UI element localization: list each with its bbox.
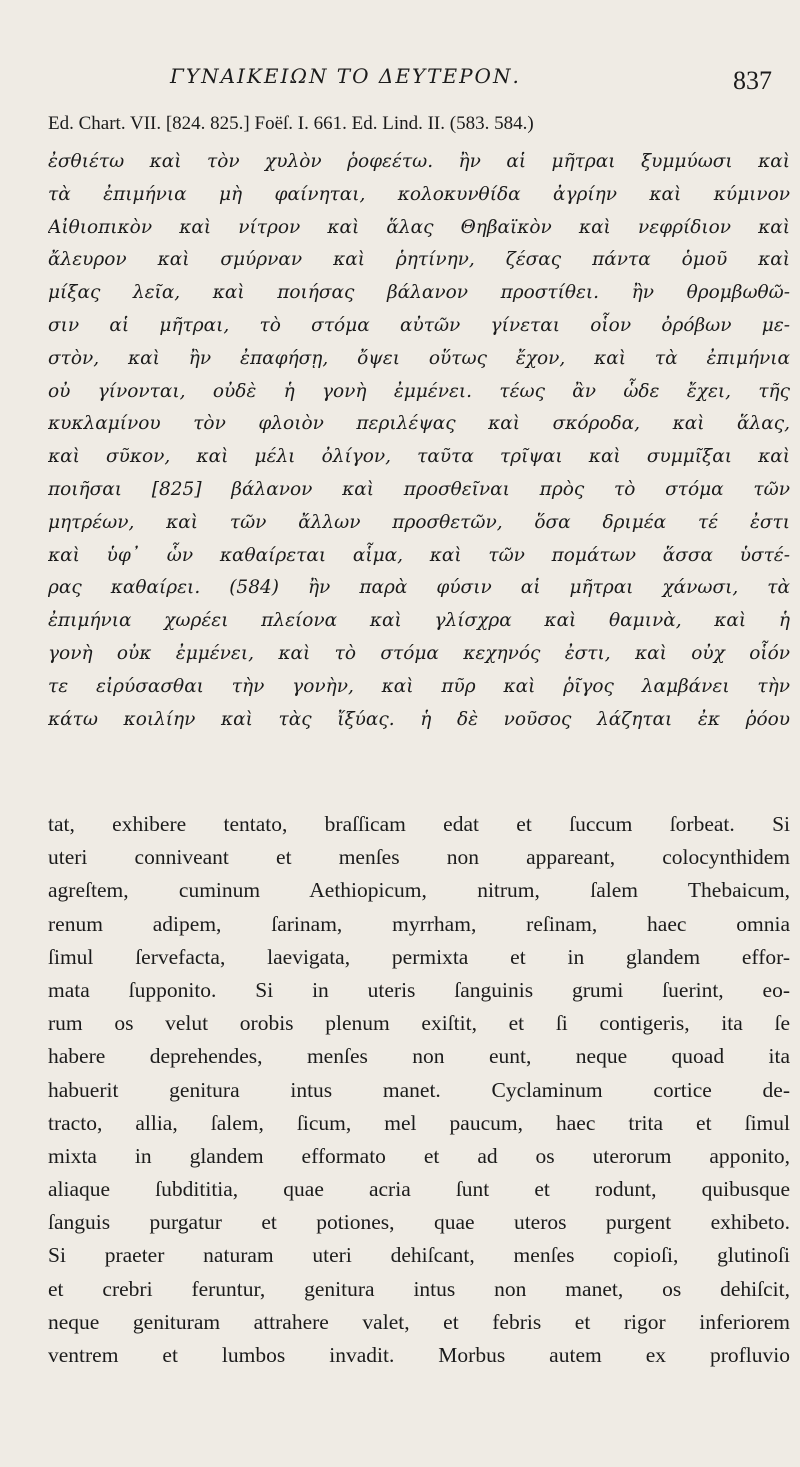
latin-text-line: agreſtem, cuminum Aethiopicum, nitrum, ſalem Thebaicum, (48, 878, 790, 903)
greek-text-line: ἐπιμήνια χωρέει πλείονα καὶ γλίσχρα καὶ θαμινὰ, καὶ ἡ (48, 610, 790, 632)
latin-text-line: mata ſupponito. Si in uteris ſanguinis grumi ſuerint, eo- (48, 977, 790, 1002)
greek-text-line: Αἰθιοπικὸν καὶ νίτρον καὶ ἅλας Θηβαϊκὸν καὶ νεφρίδιον καὶ (48, 216, 790, 238)
greek-text-line: ἄλευρον καὶ σμύρναν καὶ ῥητίνην, ζέσας πάντα ὁμοῦ καὶ (48, 249, 790, 271)
greek-text-block (48, 146, 790, 736)
latin-text-line: Si praeter naturam uteri dehiſcant, menſes copioſi, glutinoſi (48, 1243, 790, 1268)
page-number: 837 (733, 66, 772, 95)
latin-text-line: neque genituram attrahere valet, et febris et rigor inferiorem (48, 1309, 790, 1334)
greek-text-line: σιν αἱ μῆτραι, τὸ στόμα αὐτῶν γίνεται οἷον ὀρόβων με- (48, 314, 790, 336)
latin-text-line: ſanguis purgatur et potiones, quae uteros purgent exhibeto. (48, 1210, 790, 1235)
latin-text-line: tracto, allia, ſalem, ſicum, mel paucum, haec trita et ſimul (48, 1110, 790, 1135)
greek-text-line: κάτω κοιλίην καὶ τὰς ἴξύας. ἡ δὲ νοῦσος λάζηται ἐκ ῥόου (48, 708, 790, 730)
latin-text-line: ſimul ſervefacta, laevigata, permixta et in glandem effor- (48, 944, 790, 969)
greek-text-line: γονὴ οὐκ ἐμμένει, καὶ τὸ στόμα κεχηνός ἐστι, καὶ οὐχ οἷόν (48, 642, 790, 664)
latin-text-line: habere deprehendes, menſes non eunt, neque quoad ita (48, 1044, 790, 1069)
greek-text-line: μητρέων, καὶ τῶν ἄλλων προσθετῶν, ὅσα δριμέα τέ ἐστι (48, 511, 790, 533)
running-title: ΓΥΝΑΙΚΕΙΩΝ ΤΟ ΔΕΥΤΕΡΟΝ. (170, 64, 521, 88)
latin-translation-block (48, 808, 790, 1372)
latin-text-line: et crebri feruntur, genitura intus non manet, os dehiſcit, (48, 1276, 790, 1301)
latin-text-line: habuerit genitura intus manet. Cyclaminum cortice de- (48, 1077, 790, 1102)
greek-text-line: ποιῆσαι [825] βάλανον καὶ προσθεῖναι πρὸς τὸ στόμα τῶν (48, 478, 790, 500)
greek-text-line: στὸν, καὶ ἢν ἐπαφήσῃ, ὄψει οὕτως ἔχον, καὶ τὰ ἐπιμήνια (48, 347, 790, 369)
latin-text-line: renum adipem, ſarinam, myrrham, reſinam, haec omnia (48, 911, 790, 936)
greek-text-line: ρας καθαίρει. (584) ἢν παρὰ φύσιν αἱ μῆτραι χάνωσι, τὰ (48, 577, 790, 599)
greek-text-line: μίξας λεῖα, καὶ ποιήσας βάλανον προστίθει. ἢν θρομβωθῶ- (48, 282, 790, 304)
greek-text-line: καὶ ὑφ᾽ ὧν καθαίρεται αἷμα, καὶ τῶν πομάτων ἅσσα ὑστέ- (48, 544, 790, 566)
page-header (90, 64, 776, 104)
latin-text-line: uteri conniveant et menſes non appareant, colocynthidem (48, 845, 790, 870)
latin-text-line: aliaque ſubdititia, quae acria ſunt et rodunt, quibusque (48, 1177, 790, 1202)
greek-text-line: ἐσθιέτω καὶ τὸν χυλὸν ῥοφεέτω. ἢν αἱ μῆτραι ξυμμύωσι καὶ (48, 151, 790, 172)
latin-text-line: tat, exhibere tentato, braſſicam edat et ſuccum ſorbeat. Si (48, 812, 790, 836)
latin-text-line: mixta in glandem efformato et ad os uterorum apponito, (48, 1143, 790, 1168)
latin-text-line: ventrem et lumbos invadit. Morbus autem ex profluvio (48, 1343, 790, 1367)
greek-text-line: καὶ σῦκον, καὶ μέλι ὀλίγον, ταῦτα τρῖψαι καὶ συμμῖξαι καὶ (48, 446, 790, 468)
greek-text-line: κυκλαμίνου τὸν φλοιὸν περιλέψας καὶ σκόροδα, καὶ ἅλας, (48, 413, 790, 435)
greek-text-line: τε εἰρύσασθαι τὴν γονὴν, καὶ πῦρ καὶ ῥῖγος λαμβάνει τὴν (48, 675, 790, 697)
latin-text-line: rum os velut orobis plenum exiſtit, et ſi contigeris, ita ſe (48, 1011, 790, 1036)
edition-reference: Ed. Chart. VII. [824. 825.] Foëſ. I. 661. Ed. Lind. II. (583. 584.) (48, 113, 534, 134)
greek-text-line: τὰ ἐπιμήνια μὴ φαίνηται, κολοκυνθίδα ἀγρίην καὶ κύμινον (48, 183, 790, 205)
greek-text-line: οὐ γίνονται, οὐδὲ ἡ γονὴ ἐμμένει. τέως ἂν ὧδε ἔχει, τῆς (48, 380, 790, 402)
